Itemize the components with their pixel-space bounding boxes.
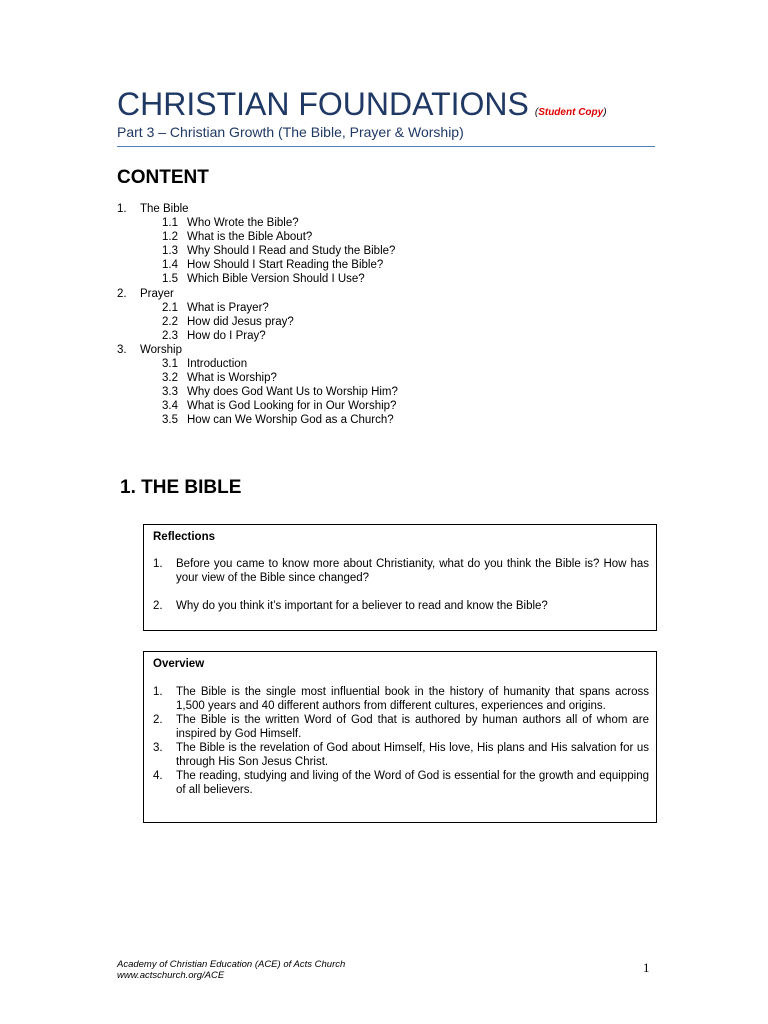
toc-item-label: Who Wrote the Bible? [187,217,299,230]
content-heading: CONTENT [117,167,209,188]
overview-item [153,685,649,713]
toc-item [117,301,398,315]
toc-item-number: 1.2 [162,231,178,244]
overview-box [143,651,657,823]
toc-item-number: 3.3 [162,386,178,399]
toc-item [117,357,398,371]
overview-item [153,769,649,797]
toc-section [117,343,398,428]
title-divider [117,146,655,147]
student-copy-tag [535,107,607,118]
overview-item [153,713,649,741]
toc-item-label: How did Jesus pray? [187,315,294,328]
toc-item [117,258,398,272]
toc-item [117,329,398,343]
toc-item-label: How can We Worship God as a Church? [187,414,394,427]
toc-item-label: How Should I Start Reading the Bible? [187,259,384,272]
toc-item-label: How do I Pray? [187,329,266,342]
toc-item [117,399,398,413]
toc-item-label: Why Should I Read and Study the Bible? [187,245,396,258]
toc-item-number: 3.1 [162,358,178,371]
reflection-item [153,599,649,613]
reflection-text: Why do you think it’s important for a believer to read and know the Bible? [176,600,548,612]
toc-section-row [117,287,398,301]
overview-number: 2. [153,714,163,726]
toc-item-label: What is the Bible About? [187,231,313,244]
reflections-box [143,524,657,631]
reflection-item [153,557,649,585]
toc-item [117,244,398,258]
toc-item-number: 2.1 [162,301,178,314]
overview-text: The Bible is the single most influential book in the history of humanity that spans across 1,500 years and 40 different authors from different cultures, experiences and origins. [176,686,649,712]
toc-item-number: 3.5 [162,414,178,427]
toc-item [117,371,398,385]
overview-text: The Bible is the written Word of God that is authored by human authors all of whom are inspired by God Himself. [176,714,649,740]
title-text: CHRISTIAN FOUNDATIONS [117,86,529,122]
overview-item [153,741,649,769]
overview-text: The reading, studying and living of the Word of God is essential for the growth and equipping of all believers. [176,770,649,796]
toc-item-number: 3.4 [162,400,178,413]
toc-item [117,272,398,286]
toc-item [117,413,398,427]
toc-item-number: 1.1 [162,217,178,230]
reflection-number: 2. [153,600,163,612]
footer-url: www.actschurch.org/ACE [117,970,225,981]
overview-title: Overview [153,658,205,670]
toc-item-label: What is God Looking for in Our Worship? [187,400,397,413]
overview-number: 4. [153,770,163,782]
document-subtitle: Part 3 – Christian Growth (The Bible, Prayer & Worship) [117,124,464,140]
toc-item-label: Which Bible Version Should I Use? [187,273,365,286]
toc-item-number: 3.2 [162,372,178,385]
toc-section-label: Prayer [140,287,174,300]
reflection-number: 1. [153,558,163,570]
toc-item-label: Why does God Want Us to Worship Him? [187,386,398,399]
tag-open-paren: ( [534,107,539,118]
overview-text: The Bible is the revelation of God about Himself, His love, His plans and His salvation for us through His Son Jesus Christ. [176,742,649,768]
toc-section-number: 2. [117,287,127,300]
toc-item-number: 2.3 [162,329,178,342]
toc-section-number: 3. [117,343,127,356]
toc-item-number: 1.5 [162,273,178,286]
toc-section [117,202,398,287]
page-footer [117,959,345,981]
overview-number: 1. [153,686,163,698]
toc-item-label: What is Prayer? [187,301,269,314]
toc-item-number: 1.4 [162,259,178,272]
toc-item [117,216,398,230]
reflections-list [153,557,649,627]
section-heading-the-bible: 1. THE BIBLE [120,477,242,498]
table-of-contents [117,202,398,428]
overview-list [153,685,649,797]
toc-item-label: Introduction [187,358,248,371]
toc-item [117,230,398,244]
toc-item [117,315,398,329]
footer-organization: Academy of Christian Education (ACE) of Acts Church [117,959,346,970]
toc-section-row [117,202,398,216]
toc-item-number: 2.2 [162,315,178,328]
toc-item-number: 1.3 [162,245,178,258]
toc-section-label: Worship [140,343,182,356]
toc-item-label: What is Worship? [187,372,277,385]
toc-section-number: 1. [117,203,127,215]
toc-item [117,385,398,399]
overview-number: 3. [153,742,163,754]
toc-section-label: The Bible [140,203,189,215]
tag-close-paren: ) [603,107,607,118]
document-title [117,86,607,123]
page-number: 1 [643,960,650,975]
reflection-text: Before you came to know more about Christianity, what do you think the Bible is? How has your view of the Bible since changed? [176,558,649,584]
student-copy-label: Student Copy [538,107,604,118]
reflections-title: Reflections [153,531,215,543]
toc-section-row [117,343,398,357]
toc-section [117,287,398,343]
